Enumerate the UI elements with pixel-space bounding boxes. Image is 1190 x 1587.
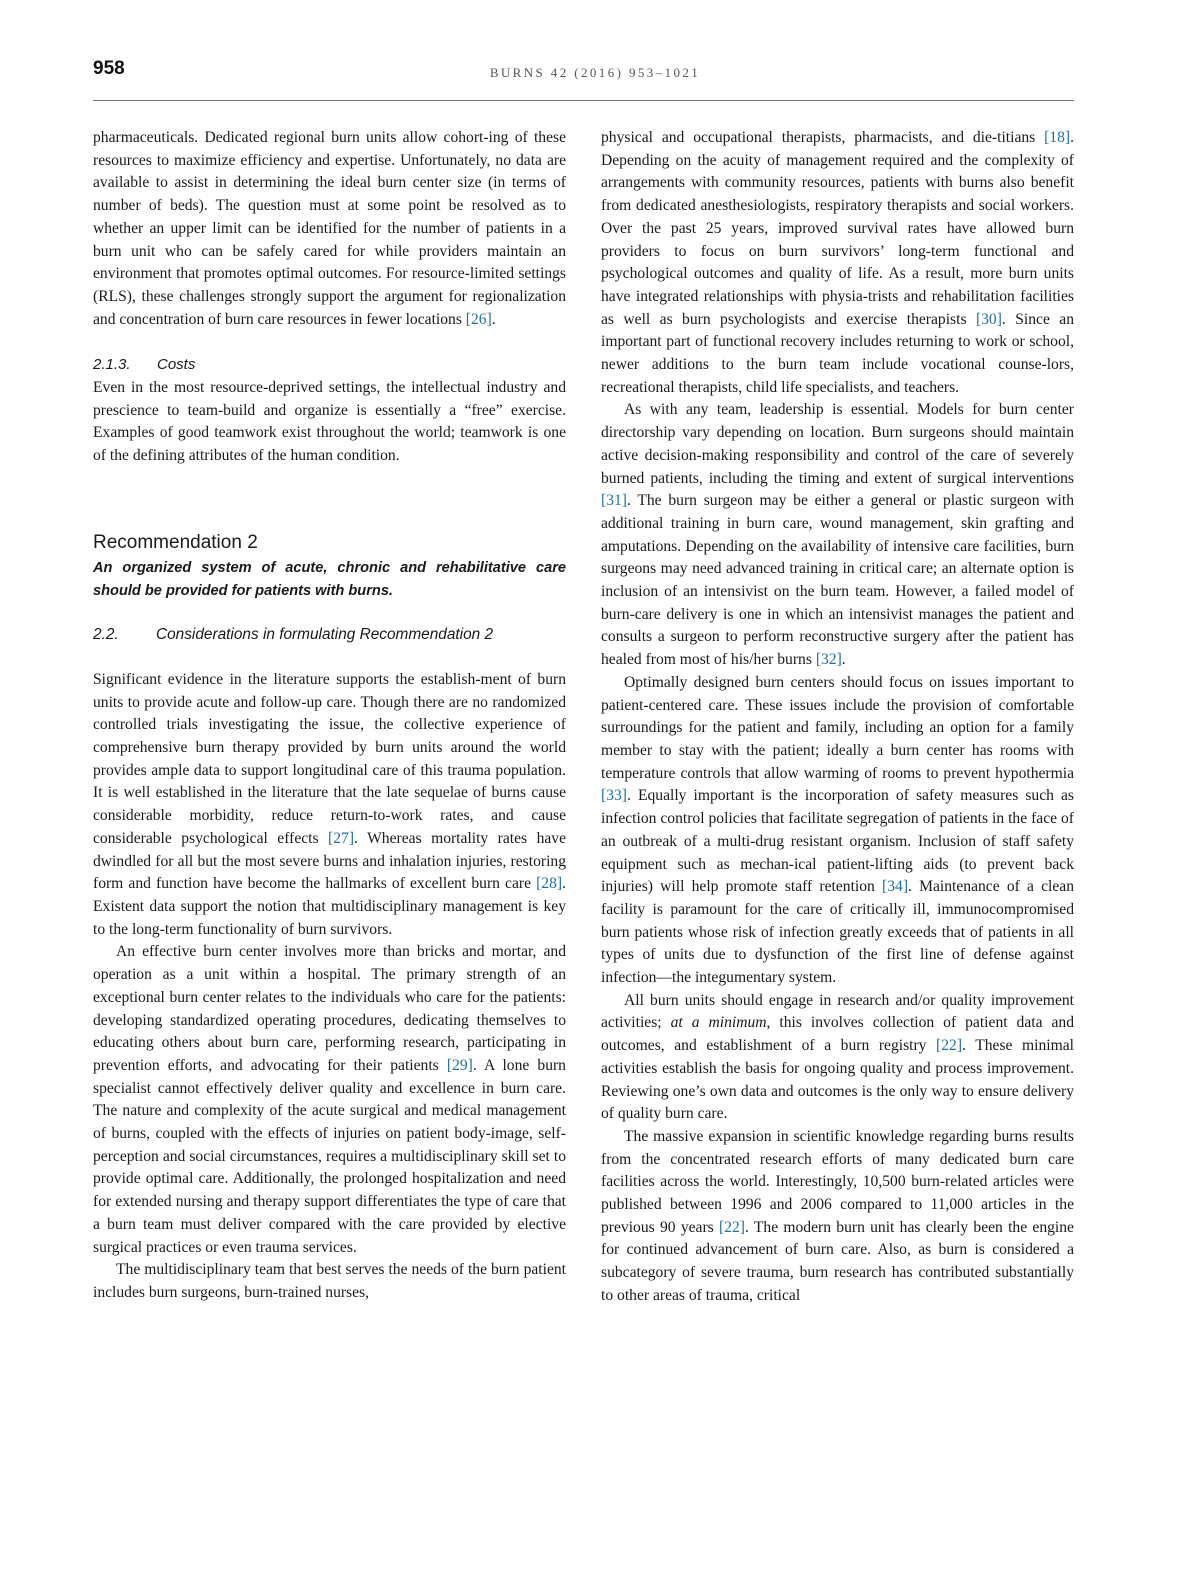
emphasis-text: at a minimum xyxy=(670,1014,767,1032)
citation-link[interactable]: [30] xyxy=(975,310,1002,328)
section-number: 2.2. xyxy=(93,626,119,644)
recommendation-text: An organized system of acute, chronic and rehabilitative care should be provided for patients with burns. xyxy=(93,559,566,599)
paragraph-text: Optimally designed burn centers should focus on issues important to patient-centered care. These issues include the provision of comfortable surroundings for the patient and family, including an option for a family member to stay with the patient; ideally a burn center has rooms with temperature controls that allow warming of rooms to prevent hypothermia xyxy=(601,673,1074,782)
paragraph-text: . xyxy=(841,651,846,669)
paragraph xyxy=(93,669,566,941)
citation-link[interactable]: [28] xyxy=(536,875,563,893)
citation-link[interactable]: [22] xyxy=(719,1218,745,1236)
citation-link[interactable]: [27] xyxy=(328,829,355,847)
paragraph-text: The massive expansion in scientific knowledge regarding burns results from the concentrated research efforts of many dedicated burn care facilities across the world. Interestingly, 10,500 burn-related articles were published between 1996 and 2006 compared to 11,000 articles in the previous 90 years xyxy=(601,1127,1074,1236)
section-heading xyxy=(93,624,566,647)
page-number: 958 xyxy=(93,58,125,79)
paragraph-text: . Existent data support the notion that multidisciplinary management is key to the long-term functionality of burn survivors. xyxy=(93,875,566,938)
paragraph-text: . These minimal activities establish the basis for ongoing quality and process improvement. Reviewing one’s own data and outcomes is the only way to ensure delivery of quality burn care. xyxy=(601,1037,1074,1123)
header-rule xyxy=(93,100,1074,101)
paragraph-text: All burn units should engage in research and/or quality improvement activities; xyxy=(601,991,1074,1032)
paragraph-text: . The modern burn unit has clearly been the engine for continued advancement of burn care. Also, as burn is considered a subcategory of severe trauma, burn research has contributed substantially to other areas of trauma, critical xyxy=(601,1218,1074,1304)
paragraph-text: . Equally important is the incorporation of safety measures such as infection control policies that facilitate segregation of patients in the face of an outbreak of a multi-drug resistant organism. Inclusion of staff safety equipment such as mechan-ical patient-lifting aids (to prevent back injuries) will help promote staff retention xyxy=(601,787,1074,896)
citation-link[interactable]: [31] xyxy=(601,492,627,510)
running-head: BURNS 42 (2016) 953–1021 xyxy=(489,65,701,80)
section-title: Considerations in formulating Recommendation 2 xyxy=(156,626,494,644)
subsection-number: 2.1.3. xyxy=(93,356,131,374)
paragraph-text: . A lone burn specialist cannot effectively deliver quality and excellence in burn care. The nature and complexity of the acute surgical and medical management of burns, coupled with the effects of injuries on patient body-image, self-perception and social circumstances, requires a multidisciplinary skill set to provide optimal care. Additionally, the prolonged hospitalization and need for extended nursing and therapy support differentiates the type of care that a burn team must deliver compared with the care provided by elective surgical practices or even trauma services. xyxy=(93,1056,566,1256)
right-column xyxy=(601,127,1074,1308)
citation-link[interactable]: [22] xyxy=(936,1037,963,1055)
paragraph-text: . Whereas mortality rates have dwindled for all but the most severe burns and inhalation injuries, restoring form and function have become the hallmarks of excellent burn care xyxy=(93,829,567,893)
paragraph-text: physical and occupational therapists, pharmacists, and die-titians xyxy=(601,129,1045,146)
paragraph-text: pharmaceuticals. Dedicated regional burn units allow cohort-ing of these resources to maximize efficiency and expertise. Unfortunately, no data are available to assist in determining the ideal burn center size (in terms of number of beds). The question must at some point be resolved as to whether an upper limit can be identified for the number of patients in a burn unit who can be safely cared for while providers maintain an environment that promotes optimal outcomes. For resource-limited settings (RLS), these challenges strongly support the argument for regionalization and concentration of burn care resources in fewer locations xyxy=(93,129,566,328)
paragraph-text: , this involves collection of patient data and outcomes, and establishment of a burn registry xyxy=(601,1014,1074,1055)
paragraph-text: Significant evidence in the literature supports the establish-ment of burn units to provide acute and follow-up care. Though there are no randomized controlled trials investigating the issue, the collective experience of comprehensive burn therapy provided by burn units around the world provides ample data to support longitudinal care of this trauma population. It is well established in the literature that the late sequelae of burns cause considerable morbidity, reduce return-to-work rates, and cause considerable psychological effects xyxy=(93,670,566,847)
citation-link[interactable]: [29] xyxy=(446,1056,473,1074)
citation-link[interactable]: [34] xyxy=(882,878,909,896)
paragraph xyxy=(93,127,566,331)
paragraph xyxy=(601,672,1074,990)
paragraph-text: An effective burn center involves more than bricks and mortar, and operation as a unit within a hospital. The primary strength of an exceptional burn center relates to the individuals who care for the patients: developing standardized operating procedures, dedicating themselves to educating others about burn care, performing research, participating in prevention efforts, and advocating for their patients xyxy=(93,943,566,1074)
paragraph-text: . Maintenance of a clean facility is paramount for the care of critically ill, immunocompromised burn patients whose risk of infection greatly exceeds that of patients in all types of units due to dysfunction of the first line of defense against infection—the integumentary system. xyxy=(601,878,1075,987)
subsection-title: Costs xyxy=(157,356,196,374)
citation-link[interactable]: [32] xyxy=(815,651,842,669)
citation-link[interactable]: [33] xyxy=(601,787,627,805)
paragraph xyxy=(601,127,1074,399)
paragraph: The multidisciplinary team that best serves the needs of the burn patient includes burn surgeons, burn-trained nurses, xyxy=(93,1261,566,1301)
subsection-heading xyxy=(93,354,566,377)
citation-link[interactable]: [26] xyxy=(465,310,492,328)
paragraph-text: . Since an important part of functional recovery includes returning to work or school, newer additions to the burn team include vocational counse-lors, recreational therapists, child life specialists, and teachers. xyxy=(601,310,1074,396)
paragraph: Even in the most resource-deprived settings, the intellectual industry and prescience to team-build and organize is essentially a “free” exercise. Examples of good teamwork exist throughout the world; teamwork is one of the defining attributes of the human condition. xyxy=(93,379,566,465)
paragraph xyxy=(601,1126,1074,1308)
paragraph xyxy=(601,990,1074,1126)
left-column xyxy=(93,127,566,1305)
recommendation-title: Recommendation 2 xyxy=(93,531,258,553)
paragraph xyxy=(601,399,1074,671)
paragraph xyxy=(93,941,566,1259)
citation-link[interactable]: [18] xyxy=(1044,129,1071,146)
paragraph-text: As with any team, leadership is essential. Models for burn center directorship vary depending on location. Burn surgeons should maintain active decision-making responsibility and control of the care of severely burned patients, including the timing and extent of surgical interventions xyxy=(601,401,1074,487)
paragraph-text: . The burn surgeon may be either a general or plastic surgeon with additional training in burn care, wound management, skin grafting and amputations. Depending on the availability of intensive care facilities, burn surgeons may need advanced training in critical care; an alternate option is inclusion of an intensivist on the burn team. However, a failed model of burn-care delivery is one in which an intensivist manages the patient and consults a surgeon to perform reconstructive surgery after the patient has healed from most of his/her burns xyxy=(601,492,1074,669)
paragraph-text: . Depending on the acuity of management required and the complexity of arrangements with community resources, patients with burns also benefit from dedicated anesthesiologists, respiratory therapists and social workers. Over the past 25 years, improved survival rates have allowed burn providers to focus on burn survivors’ long-term functional and psychological outcomes and quality of life. As a result, more burn units have integrated relationships with physia-trists and rehabilitation facilities as well as burn psychologists and exercise therapists xyxy=(601,129,1074,328)
paragraph-text: . xyxy=(491,310,496,328)
